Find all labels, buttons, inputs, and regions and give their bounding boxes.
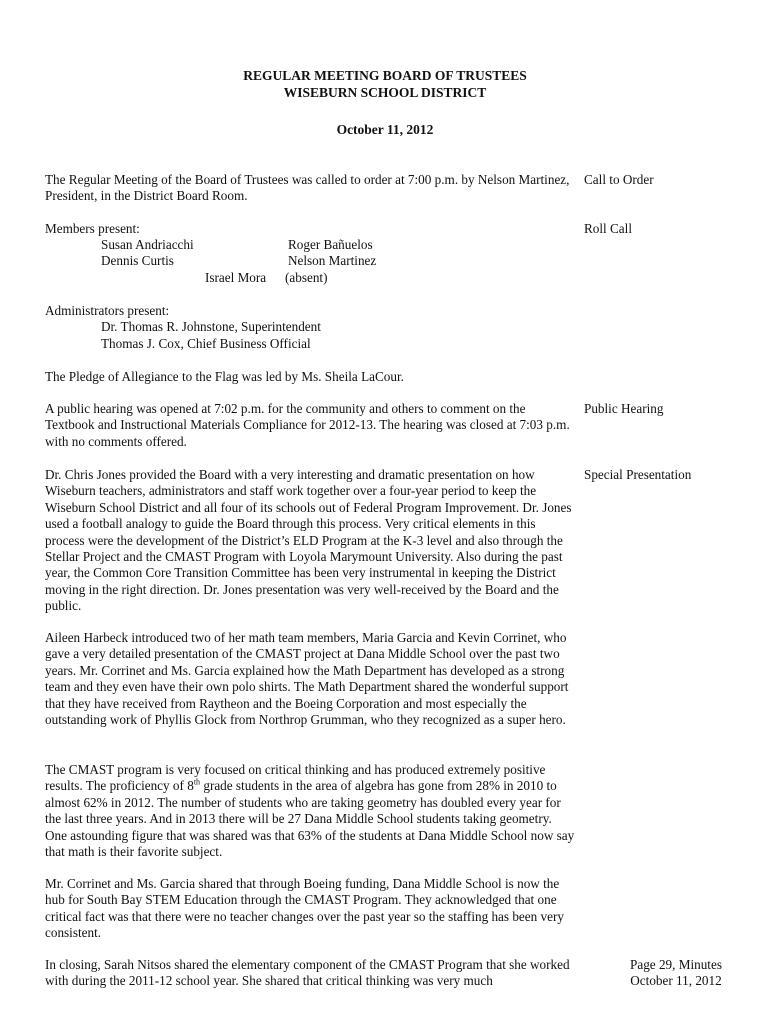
title-line-1: REGULAR MEETING BOARD OF TRUSTEES: [243, 68, 527, 83]
administrators-heading: Administrators present:: [45, 303, 170, 318]
administrator-name: Dr. Thomas R. Johnstone, Superintendent: [101, 319, 321, 334]
ordinal-suffix: th: [193, 778, 201, 788]
administrator-name: Thomas J. Cox, Chief Business Official: [101, 336, 311, 351]
members-present-heading: Members present:: [45, 221, 140, 236]
roll-call-label: Roll Call: [584, 221, 632, 236]
cmast-text: [45, 762, 575, 860]
page-footer: [600, 957, 752, 990]
closing-text: In closing, Sarah Nitsos shared the elementary component of the CMAST Program that she worked with during the 2011-12 school year. She shared that critical thinking was very much: [45, 957, 570, 989]
member-name: Israel Mora: [205, 270, 267, 285]
boeing-text: Mr. Corrinet and Ms. Garcia shared that through Boeing funding, Dana Middle School is now the hub for South Bay STEM Education through the CMAST Program. They acknowledged that one critical fact was that there were no teacher changes over the past year so the staffing has been very consistent.: [45, 876, 564, 941]
title-line-2: WISEBURN SCHOOL DISTRICT: [283, 85, 487, 100]
member-name: Nelson Martinez: [288, 253, 377, 268]
member-absent-status: (absent): [285, 270, 328, 285]
public-hearing-label: Public Hearing: [584, 401, 664, 416]
special-presentation-text: Dr. Chris Jones provided the Board with a very interesting and dramatic presentation on how Wiseburn teachers, administrators and staff work together over a four-year period to keep the Wiseburn School District and all four of its schools out of Federal Program Improvement. Dr. Jones used a football analogy to guide the Board through this process. Very critical elements in this process were the development of the District’s ELD Program at the K-3 level and also through the Stellar Project and the CMAST Program with Loyola Marymount University. Also during the past year, the Common Core Transition Committee has been very instrumental in keeping the District moving in the right direction. Dr. Jones presentation was very well-received by the Board and the public.: [45, 467, 572, 614]
member-name: Roger Bañuelos: [288, 237, 373, 252]
public-hearing-text: A public hearing was opened at 7:02 p.m. for the community and others to comment on the Textbook and Instructional Materials Compliance for 2012-13. The hearing was closed at 7:03 p.m. with no comments offered.: [45, 401, 570, 449]
cmast-text-part-2: grade students in the area of algebra has gone from 28% in 2010 to almost 62% in 2012. The number of students who are taking geometry has doubled every year for the last three years. And in 2013 there will be 27 Dana Middle School students taking geometry. One astounding figure that was shared was that 63% of the students at Dana Middle School now say that math is their favorite subject.: [45, 778, 575, 860]
footer-page-number: Page 29, Minutes: [630, 957, 722, 972]
call-to-order-label: Call to Order: [584, 172, 654, 187]
document-title: [0, 67, 770, 101]
math-team-text: Aileen Harbeck introduced two of her math team members, Maria Garcia and Kevin Corrinet, who gave a very detailed presentation of the CMAST project at Dana Middle School over the past two years. Mr. Corrinet and Ms. Garcia explained how the Math Department has developed as a strong team and they even have their own polo shirts. The Math Department shared the wonderful support that they have received from Raytheon and the Boeing Corporation and most especially the outstanding work of Phyllis Glock from Northrop Grumman, who they recognized as a super hero.: [45, 630, 569, 728]
call-to-order-text: The Regular Meeting of the Board of Trustees was called to order at 7:00 p.m. by Nelson Martinez, President, in the District Board Room.: [45, 172, 570, 204]
meeting-date: October 11, 2012: [336, 122, 434, 137]
member-name: Dennis Curtis: [101, 253, 174, 268]
special-presentation-label: Special Presentation: [584, 467, 692, 482]
cmast-text-part-1: The CMAST program is very focused on critical thinking and has produced extremely positive results. The proficiency of 8: [45, 762, 546, 794]
member-name: Susan Andriacchi: [101, 237, 194, 252]
pledge-text: The Pledge of Allegiance to the Flag was led by Ms. Sheila LaCour.: [45, 369, 404, 384]
footer-date: October 11, 2012: [630, 973, 722, 989]
